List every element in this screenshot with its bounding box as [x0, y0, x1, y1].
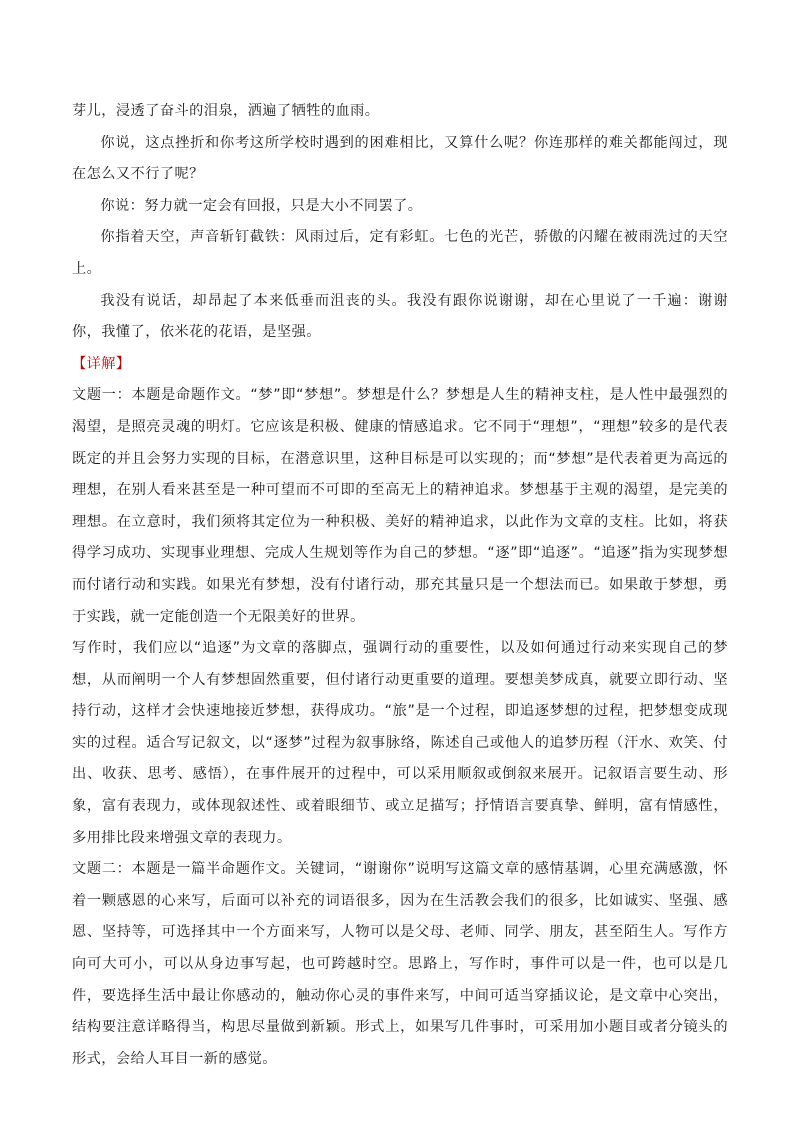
- story-paragraph-3: 你说：努力就一定会有回报，只是大小不同罢了。: [100, 197, 423, 214]
- detail-paragraph-3: 文题二：本题是一篇半命题作文。关键词，“谢谢你”说明写这篇文章的感情基调，心里充满感激，怀着一颗感恩的心来写，后面可以补充的词语很多，因为在生活教会我们的很多，比如诚实、坚强、感恩、坚持等，可选择其中一个方面来写，人物可以是父母、老师、同学、朋友，甚至陌生人。写作方向可大可小，可以从身边事写起，也可跨越时空。思路上，写作时，事件可以是一件，也可以是几件，要选择生活中最让你感动的，触动你心灵的事件来写，中间可适当穿插议论，是文章中心突出，结构要注意详略得当，构思尽量做到新颖。形式上，如果写几件事时，可采用加小题目或者分镜头的形式，会给人耳目一新的感觉。: [72, 861, 728, 1067]
- story-paragraph-5: 我没有说话，却昂起了本来低垂而沮丧的头。我没有跟你说谢谢，却在心里说了一千遍：谢谢你，我懂了，依米花的花语，是坚强。: [72, 292, 728, 341]
- detail-paragraph-2: 写作时，我们应以“追逐”为文章的落脚点，强调行动的重要性，以及如何通过行动来实现自己的梦想，从而阐明一个人有梦想固然重要，但付诸行动更重要的道理。要想美梦成真，就要立即行动、坚持行动，这样才会快速地接近梦想，获得成功。“旅”是一个过程，即追逐梦想的过程，把梦想变成现实的过程。适合写记叙文，以“逐梦”过程为叙事脉络，陈述自己或他人的追梦历程（汗水、欢笑、付出、收获、思考、感悟），在事件展开的过程中，可以采用顺叙或倒叙来展开。记叙语言要生动、形象，富有表现力，或体现叙述性、或着眼细节、或立足描写；抒情语言要真挚、鲜明，富有情感性，多用排比段来增强文章的表现力。: [72, 640, 728, 846]
- story-paragraph-4: 你指着天空，声音斩钉截铁：风雨过后，定有彩虹。七色的光芒，骄傲的闪耀在被雨洗过的天空上。: [72, 229, 728, 277]
- story-paragraph-2: 你说，这点挫折和你考这所学校时遇到的困难相比，又算什么呢？你连那样的难关都能闯过，现在怎么又不行了呢？: [72, 134, 728, 183]
- story-paragraph-1: 芽儿，浸透了奋斗的泪泉，洒遍了牺牲的血雨。: [72, 103, 380, 119]
- document-body: [72, 96, 728, 1075]
- detail-paragraph-1: 文题一：本题是命题作文。“梦”即“梦想”。梦想是什么？梦想是人生的精神支柱，是人性中最强烈的渴望，是照亮灵魂的明灯。它应该是积极、健康的情感追求。它不同于“理想”，“理想”较多的是代表既定的并且会努力实现的目标，在潜意识里，这种目标是可以实现的；而“梦想”是代表着更为高远的理想，在别人看来甚至是一种可望而不可即的至高无上的精神追求。梦想基于主观的渴望，是完美的理想。在立意时，我们须将其定位为一种积极、美好的精神追求，以此作为文章的支柱。比如，将获得学习成功、实现事业理想、完成人生规划等作为自己的梦想。“逐”即“追逐”。“追逐”指为实现梦想而付诸行动和实践。如果光有梦想，没有付诸行动，那充其量只是一个想法而已。如果敢于梦想，勇于实践，就一定能创造一个无限美好的世界。: [72, 387, 728, 625]
- detail-heading: 【详解】: [72, 355, 131, 372]
